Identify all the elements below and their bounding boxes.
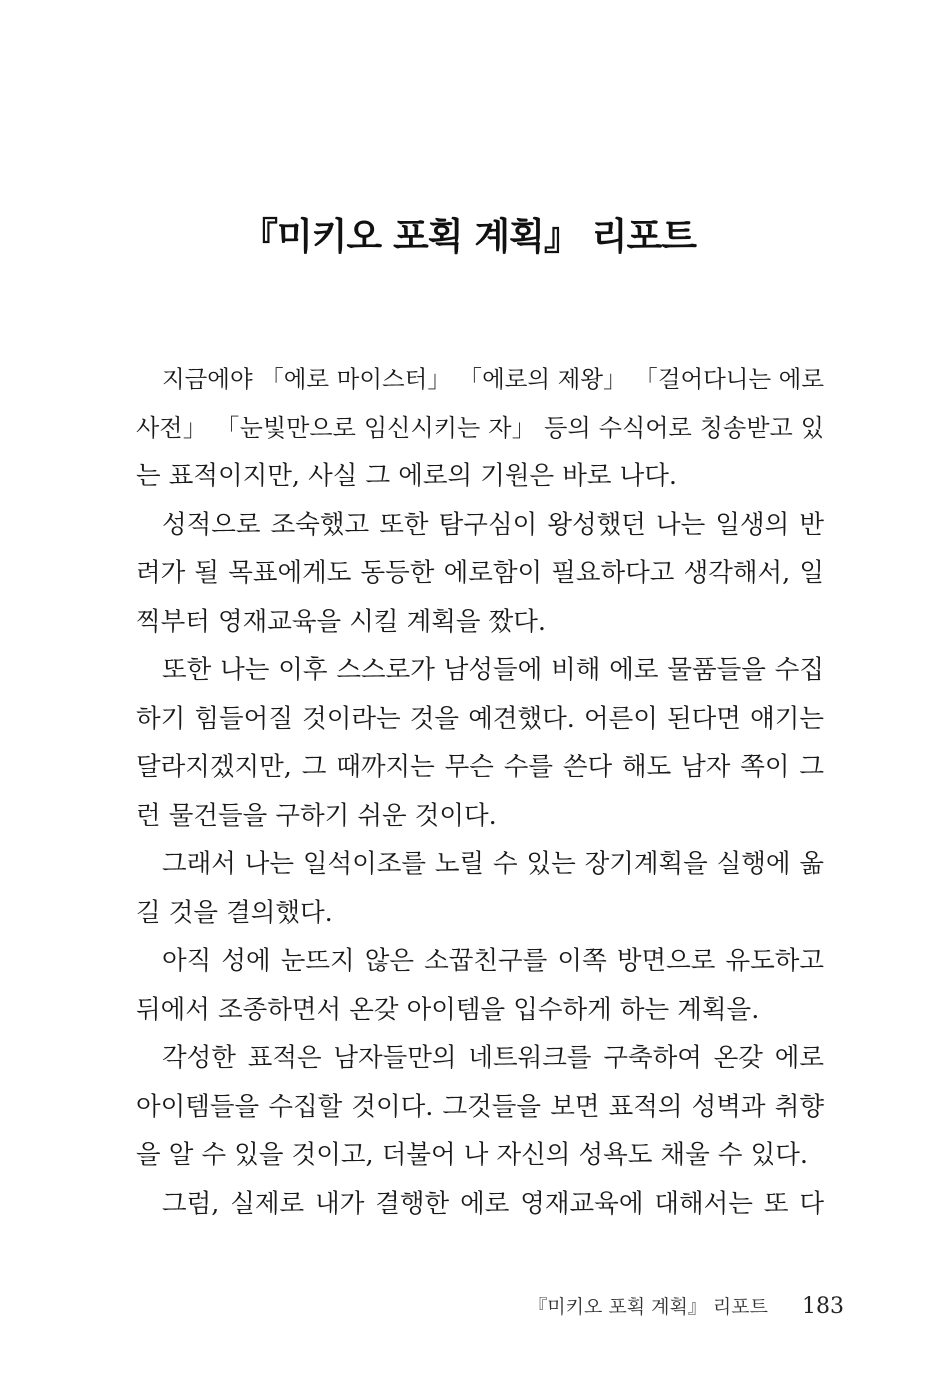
body-text — [136, 355, 824, 1228]
text-line: 그럼, 실제로 내가 결행한 에로 영재교육에 대해서는 또 다 — [162, 1188, 824, 1219]
text-line: 그래서 나는 일석이조를 노릴 수 있는 장기계획을 실행에 옮 — [162, 849, 824, 879]
text-line: 아이템들을 수집할 것이다. 그것들을 보면 표적의 성벽과 취향 — [136, 1091, 824, 1122]
text-line: 하기 힘들어질 것이라는 것을 예견했다. 어른이 된다면 얘기는 — [136, 703, 824, 734]
text-line: 아직 성에 눈뜨지 않은 소꿉친구를 이쪽 방면으로 유도하고 — [162, 946, 824, 976]
text-line: 길 것을 결의했다. — [136, 897, 333, 928]
text-line: 또한 나는 이후 스스로가 남성들에 비해 에로 물품들을 수집 — [162, 655, 824, 685]
text-line: 성적으로 조숙했고 또한 탐구심이 왕성했던 나는 일생의 반 — [162, 509, 824, 540]
text-line: 지금에야 「에로 마이스터」 「에로의 제왕」 「걸어다니는 에로 — [162, 365, 824, 393]
text-line: 는 표적이지만, 사실 그 에로의 기원은 바로 나다. — [136, 461, 677, 491]
text-line: 달라지겠지만, 그 때까지는 무슨 수를 쓴다 해도 남자 쪽이 그 — [136, 752, 824, 782]
text-line: 을 알 수 있을 것이고, 더불어 나 자신의 성욕도 채울 수 있다. — [136, 1140, 808, 1170]
text-line: 려가 될 목표에게도 동등한 에로함이 필요하다고 생각해서, 일 — [136, 558, 824, 588]
text-line: 찍부터 영재교육을 시킬 계획을 짰다. — [136, 606, 547, 637]
running-title: 『미키오 포획 계획』 리포트 — [528, 1296, 768, 1318]
chapter-title: 『미키오 포획 계획』 리포트 — [240, 215, 697, 258]
text-line: 각성한 표적은 남자들만의 네트워크를 구축하여 온갖 에로 — [162, 1043, 824, 1073]
page-number: 183 — [802, 1294, 844, 1319]
text-line: 뒤에서 조종하면서 온갖 아이템을 입수하게 하는 계획을. — [136, 994, 760, 1025]
page-footer — [528, 1292, 844, 1322]
text-line: 런 물건들을 구하기 쉬운 것이다. — [136, 800, 497, 831]
text-line: 사전」 「눈빛만으로 임신시키는 자」 등의 수식어로 칭송받고 있 — [136, 413, 824, 442]
